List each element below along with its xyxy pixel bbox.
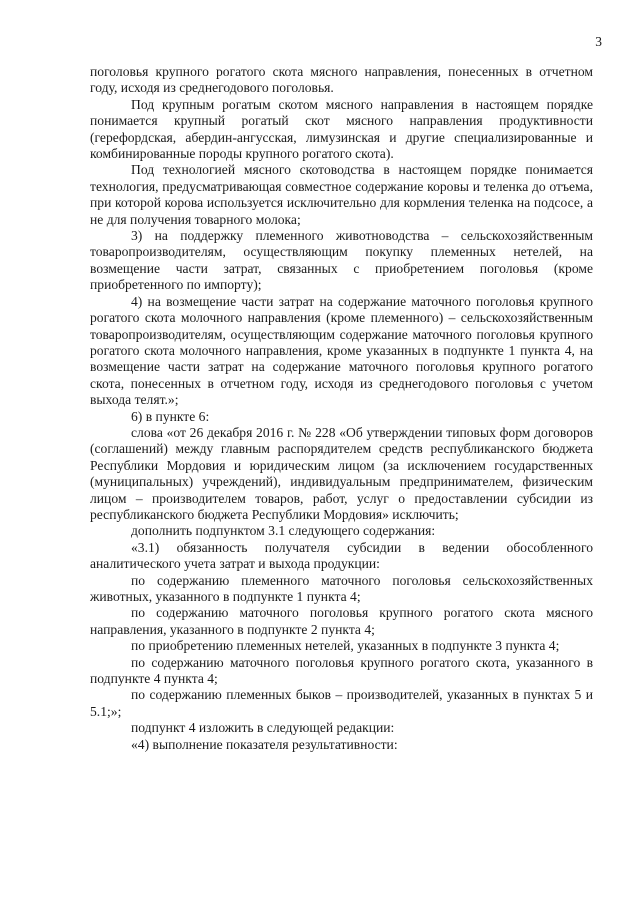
paragraph: Под технологией мясного скотоводства в настоящем порядке понимается технология, предусматривающая совместное содержание коровы и теленка до отъема, при которой корова используется исключительно для кормления теленка на подсосе, а не для получения товарного молока;	[90, 162, 593, 227]
paragraph: поголовья крупного рогатого скота мясного направления, понесенных в отчетном году, исходя из среднегодового поголовья.	[90, 64, 593, 96]
paragraph: 3) на поддержку племенного животноводства – сельскохозяйственным товаропроизводителям, осуществляющим покупку племенных нетелей, на возмещение части затрат, связанных с приобретением поголовья (кроме приобретенного по импорту);	[90, 228, 593, 293]
paragraph: 4) на возмещение части затрат на содержание маточного поголовья крупного рогатого скота молочного направления (кроме племенного) – сельскохозяйственным товаропроизводителям, осуществляющим содержание маточного поголовья крупного рогатого скота молочного направления, кроме указанных в подпункте 1 пункта 4, на возмещение части затрат на содержание маточного поголовья крупного рогатого скота, понесенных в отчетном году, исходя из среднегодового поголовья с учетом выхода телят.»;	[90, 293, 593, 408]
paragraph: «4) выполнение показателя результативности:	[131, 736, 398, 752]
paragraph: «3.1) обязанность получателя субсидии в ведении обособленного аналитического учета затрат и выхода продукции:	[90, 539, 593, 572]
paragraph: по содержанию племенного маточного поголовья сельскохозяйственных животных, указанного в подпункте 1 пункта 4;	[90, 572, 593, 604]
paragraph: 6) в пункте 6:	[131, 408, 210, 424]
document-body	[90, 64, 593, 753]
paragraph: по содержанию маточного поголовья крупного рогатого скота мясного направления, указанного в подпункте 2 пункта 4;	[90, 605, 593, 637]
paragraph: по приобретению племенных нетелей, указанных в подпункте 3 пункта 4;	[131, 638, 560, 654]
paragraph: по содержанию маточного поголовья крупного рогатого скота, указанного в подпункте 4 пункта 4;	[90, 654, 593, 687]
paragraph: слова «от 26 декабря 2016 г. № 228 «Об утверждении типовых форм договоров (соглашений) между главным распорядителем средств республиканского бюджета Республики Мордовия и юридическим лицом (за исключением государственных (муниципальных) учреждений), индивидуальным предпринимателем, физическим лицом – производителем товаров, работ, услуг о предоставлении субсидии из республиканского бюджета Республики Мордовия» исключить;	[90, 424, 593, 522]
page-number: 3	[595, 34, 602, 49]
paragraph: подпункт 4 изложить в следующей редакции:	[131, 720, 395, 736]
paragraph: Под крупным рогатым скотом мясного направления в настоящем порядке понимается крупный рогатый скот мясного направления продуктивности (герефордская, абердин-ангусская, лимузинская и другие специализированные и комбинированные породы крупного рогатого скота).	[90, 96, 593, 162]
paragraph: дополнить подпунктом 3.1 следующего содержания:	[131, 523, 436, 539]
paragraph: по содержанию племенных быков – производителей, указанных в пунктах 5 и 5.1;»;	[90, 687, 593, 719]
